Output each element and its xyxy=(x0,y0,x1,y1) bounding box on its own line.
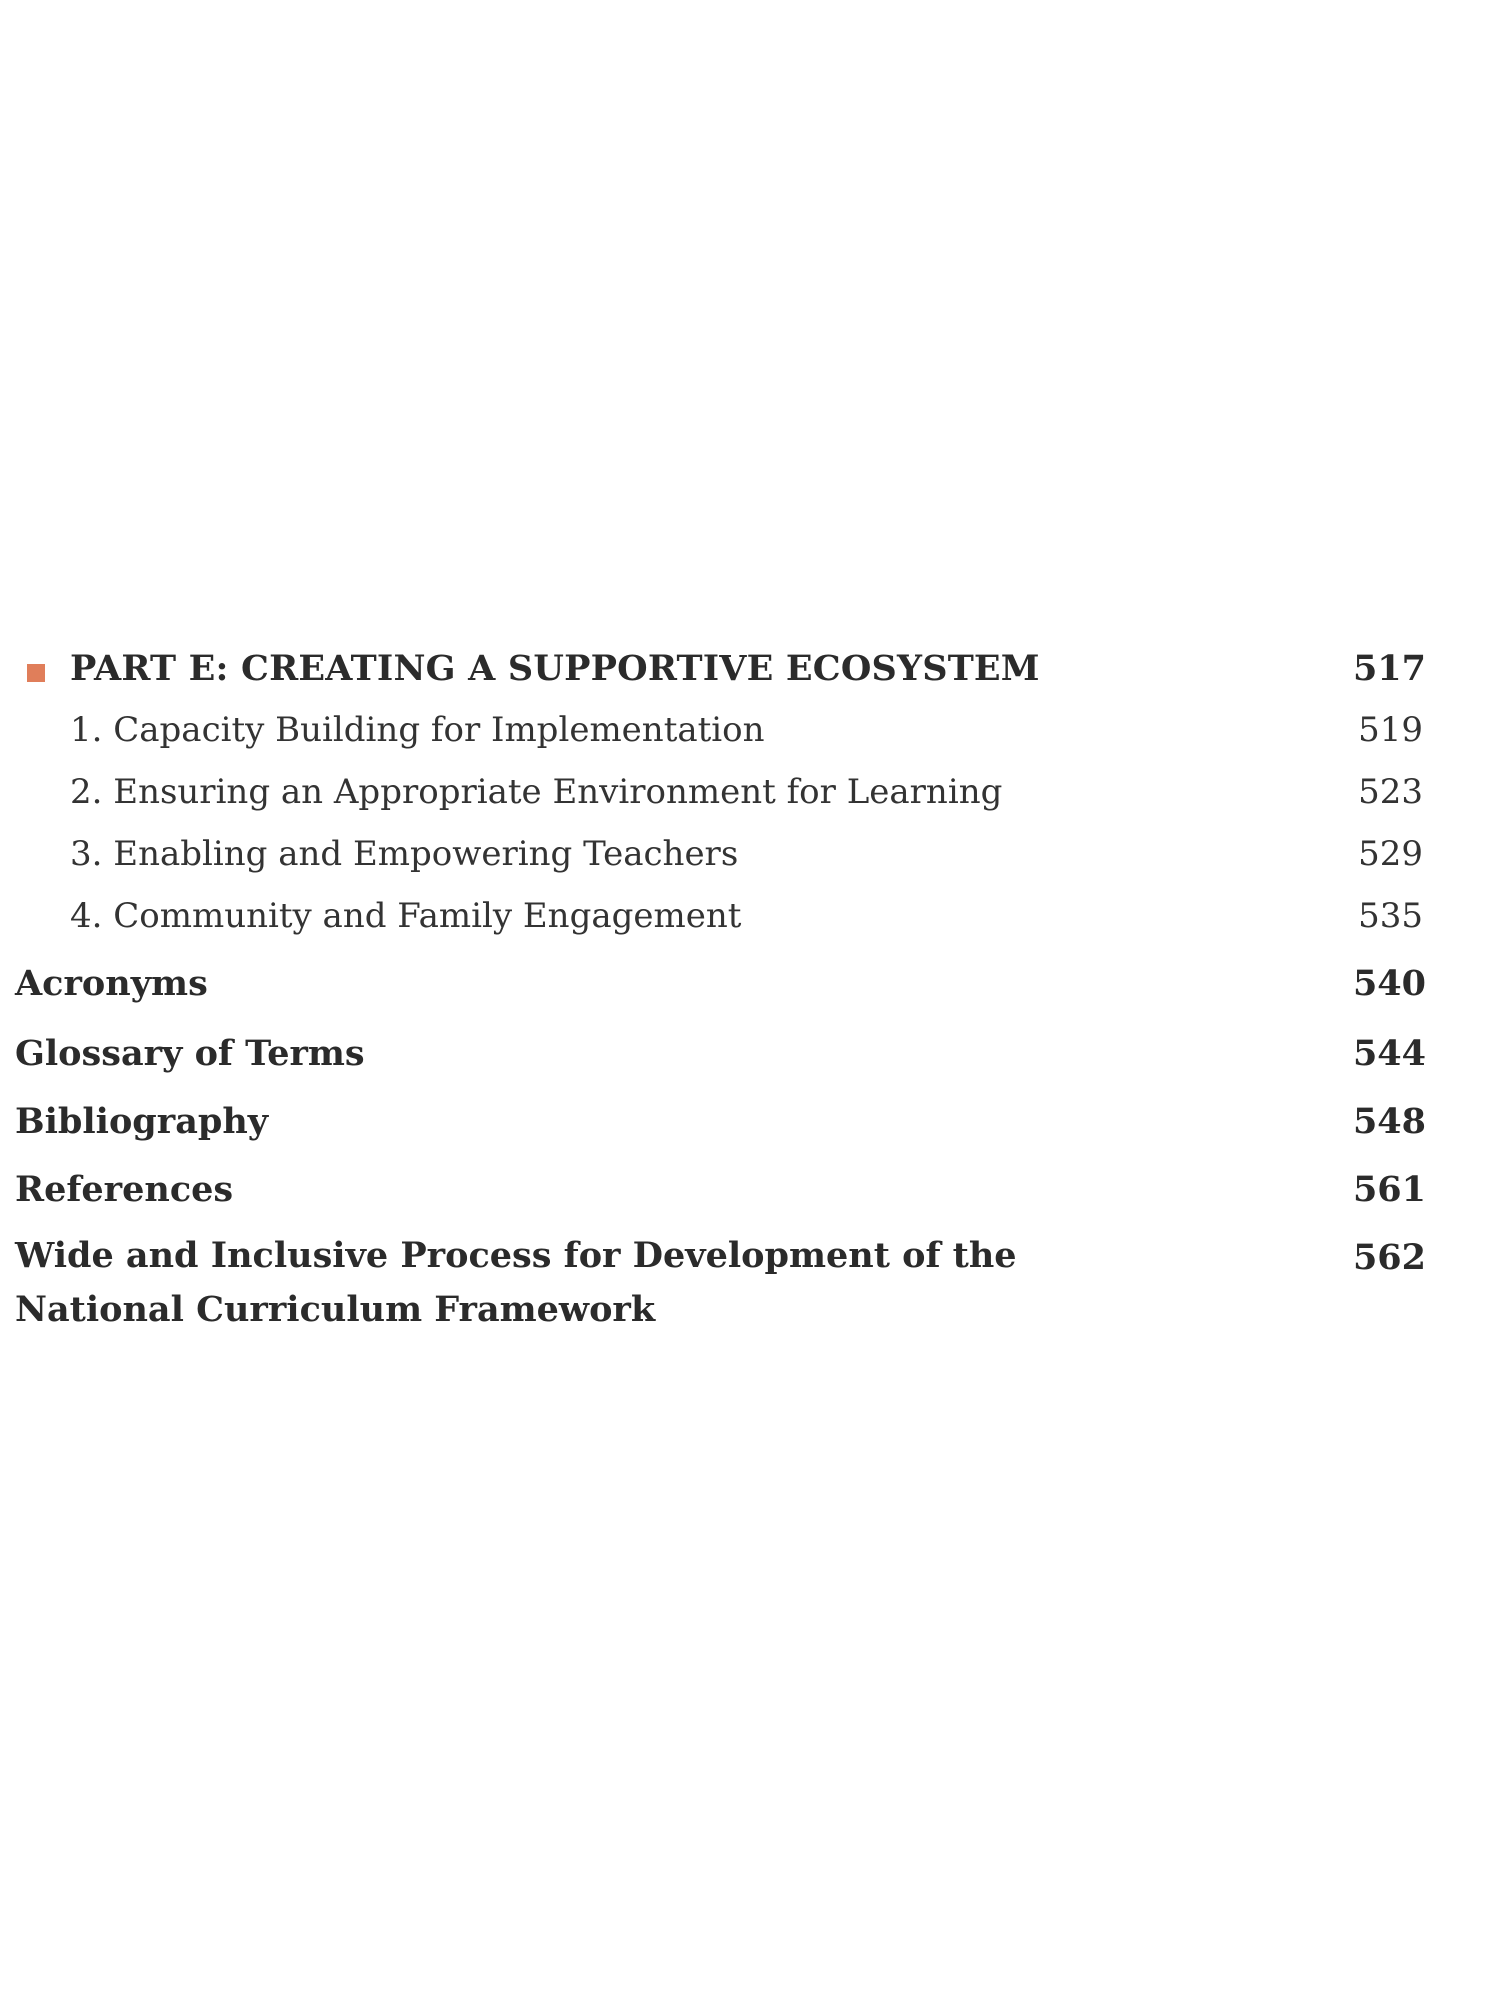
toc-chapter-3[interactable] xyxy=(0,834,1500,884)
toc-chapter-4[interactable] xyxy=(0,896,1500,946)
toc-entry-bibliography[interactable] xyxy=(0,1101,1500,1151)
toc-part-title: PART E: CREATING A SUPPORTIVE ECOSYSTEM xyxy=(70,648,1040,689)
toc-part-e[interactable] xyxy=(0,648,1500,698)
toc-entry-references[interactable] xyxy=(0,1169,1500,1219)
toc-page-number: 562 xyxy=(1352,1237,1426,1278)
toc-page-number: 544 xyxy=(1352,1033,1426,1074)
toc-entry-ncf-process[interactable] xyxy=(0,1229,1500,1339)
toc-chapter-title: 2. Ensuring an Appropriate Environment for Learning xyxy=(70,772,1003,812)
toc-chapter-1[interactable] xyxy=(0,710,1500,760)
toc-page-number: 535 xyxy=(1358,896,1423,936)
toc-entry-title: Acronyms xyxy=(15,963,208,1004)
toc-page-number: 529 xyxy=(1358,834,1423,874)
toc-chapter-title: 4. Community and Family Engagement xyxy=(70,896,742,936)
toc-chapter-title: 3. Enabling and Empowering Teachers xyxy=(70,834,739,874)
toc-entry-title: References xyxy=(15,1169,234,1210)
toc-chapter-title: 1. Capacity Building for Implementation xyxy=(70,710,765,750)
toc-entry-acronyms[interactable] xyxy=(0,963,1500,1013)
toc-entry-glossary[interactable] xyxy=(0,1033,1500,1083)
toc-page-number: 519 xyxy=(1358,710,1423,750)
toc-page-number: 517 xyxy=(1352,648,1426,689)
toc-page-number: 540 xyxy=(1352,963,1426,1004)
toc-entry-title: Bibliography xyxy=(15,1101,269,1142)
toc-page-number: 523 xyxy=(1358,772,1423,812)
square-bullet-icon xyxy=(27,664,45,682)
toc-entry-title: Glossary of Terms xyxy=(15,1033,365,1074)
toc-chapter-2[interactable] xyxy=(0,772,1500,822)
toc-entry-title: Wide and Inclusive Process for Development of the National Curriculum Framework xyxy=(15,1235,1017,1330)
toc-page-number: 548 xyxy=(1352,1101,1426,1142)
toc-page-number: 561 xyxy=(1352,1169,1426,1210)
